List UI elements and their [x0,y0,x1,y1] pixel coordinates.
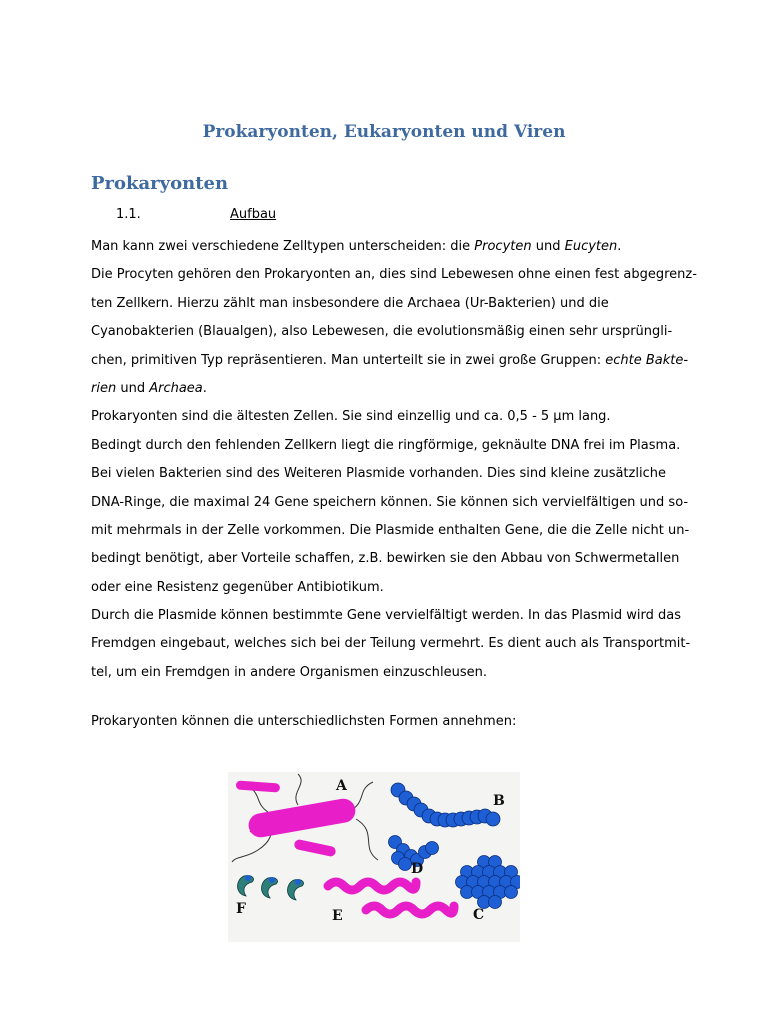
text-line [91,574,691,602]
text-line [91,233,691,261]
text-run: ten Zellkern. Hierzu zählt man insbesondere die Archaea (Ur-Bakterien) und die [91,295,609,311]
flagellum [296,774,301,805]
text-line [91,460,691,488]
text-run: bedingt benötigt, aber Vorteile schaffen, z.B. bewirken sie den Abbau von Schwermetallen [91,551,680,567]
italic-term: Eucyten [564,239,618,254]
text-run: Fremdgen eingebaut, welches sich bei der Teilung vermehrt. Es dient auch als Transportmit- [91,636,691,652]
text-run: Bedingt durch den fehlenden Zellkern liegt die ringförmige, geknäulte DNA frei im Plasma. [91,437,681,453]
text-line [91,659,691,687]
text-run: oder eine Resistenz gegenüber Antibiotikum. [91,579,384,595]
text-run: chen, primitiven Typ repräsentieren. Man unterteilt sie in zwei große Gruppen: [91,352,606,368]
text-line [91,318,691,346]
label-e: E [332,908,343,924]
label-d: D [411,861,424,877]
text-line [91,545,691,573]
subsection-title: Aufbau [230,207,277,222]
text-line [91,403,691,431]
bacteria-forms-illustration [228,772,520,942]
bacteria-forms-figure [228,772,520,942]
rod-bacterium [236,780,281,792]
subsection-number: 1.1. [116,207,141,222]
text-run: Die Procyten gehören den Prokaryonten an, dies sind Lebewesen ohne einen fest abgegrenz- [91,267,697,283]
label-f: F [236,901,246,917]
spirillum [328,882,416,890]
label-c: C [473,907,485,923]
vibrio-spot [295,879,301,885]
italic-term: rien [91,380,117,396]
text-line [91,630,691,658]
text-run: und [531,239,565,254]
text-run: Durch die Plasmide können bestimmte Gene vervielfältigt werden. In das Plasmid wird das [91,608,681,624]
text-run: Man kann zwei verschiedene Zelltypen unterscheiden: die [91,239,475,254]
coccus [505,886,518,899]
document-title: Prokaryonten, Eukaryonten und Viren [202,122,566,142]
text-line [91,432,691,460]
text-line [91,602,691,630]
italic-term: Archaea [149,380,203,396]
text-run: und [116,380,150,396]
text-line [91,489,691,517]
section-heading: Prokaryonten [91,173,229,194]
vibrio-spot [245,875,251,881]
text-run: mit mehrmals in der Zelle vorkommen. Die Plasmide enthalten Gene, die die Zelle nicht un- [91,522,690,538]
flagellum [356,819,378,860]
bacteria-shapes [232,774,520,914]
text-run: Cyanobakterien (Blaualgen), also Lebewesen, die evolutionsmäßig einen sehr ursprüngli- [91,324,673,340]
label-a: A [336,778,347,794]
coccus [489,896,502,909]
text-run: Bei vielen Bakterien sind des Weiteren Plasmide vorhanden. Dies sind kleine zusätzliche [91,466,666,482]
body-paragraphs [91,233,697,687]
italic-term: Procyten [474,239,532,254]
forms-intro: Prokaryonten können die unterschiedlichsten Formen annehmen: [91,714,517,729]
spirillum [366,906,454,914]
text-run: . [617,239,622,254]
coccus [486,812,500,826]
text-line [91,290,691,318]
label-b: B [493,793,505,809]
text-run: DNA-Ringe, die maximal 24 Gene speichern können. Sie können sich vervielfältigen und so- [91,494,689,510]
italic-term: echte Bakte- [605,352,689,368]
text-run: . [202,380,207,396]
text-line [91,375,691,403]
coccus [426,842,439,855]
coccus [399,858,412,871]
rod-bacterium [247,797,358,839]
text-line [91,517,691,545]
text-line [91,261,697,289]
text-line [91,347,691,375]
text-run: Prokaryonten sind die ältesten Zellen. Sie sind einzellig und ca. 0,5 - 5 µm lang. [91,409,611,425]
rod-bacterium [293,839,336,858]
vibrio-spot [269,877,275,883]
text-run: tel, um ein Fremdgen in andere Organismen einzuschleusen. [91,664,488,680]
